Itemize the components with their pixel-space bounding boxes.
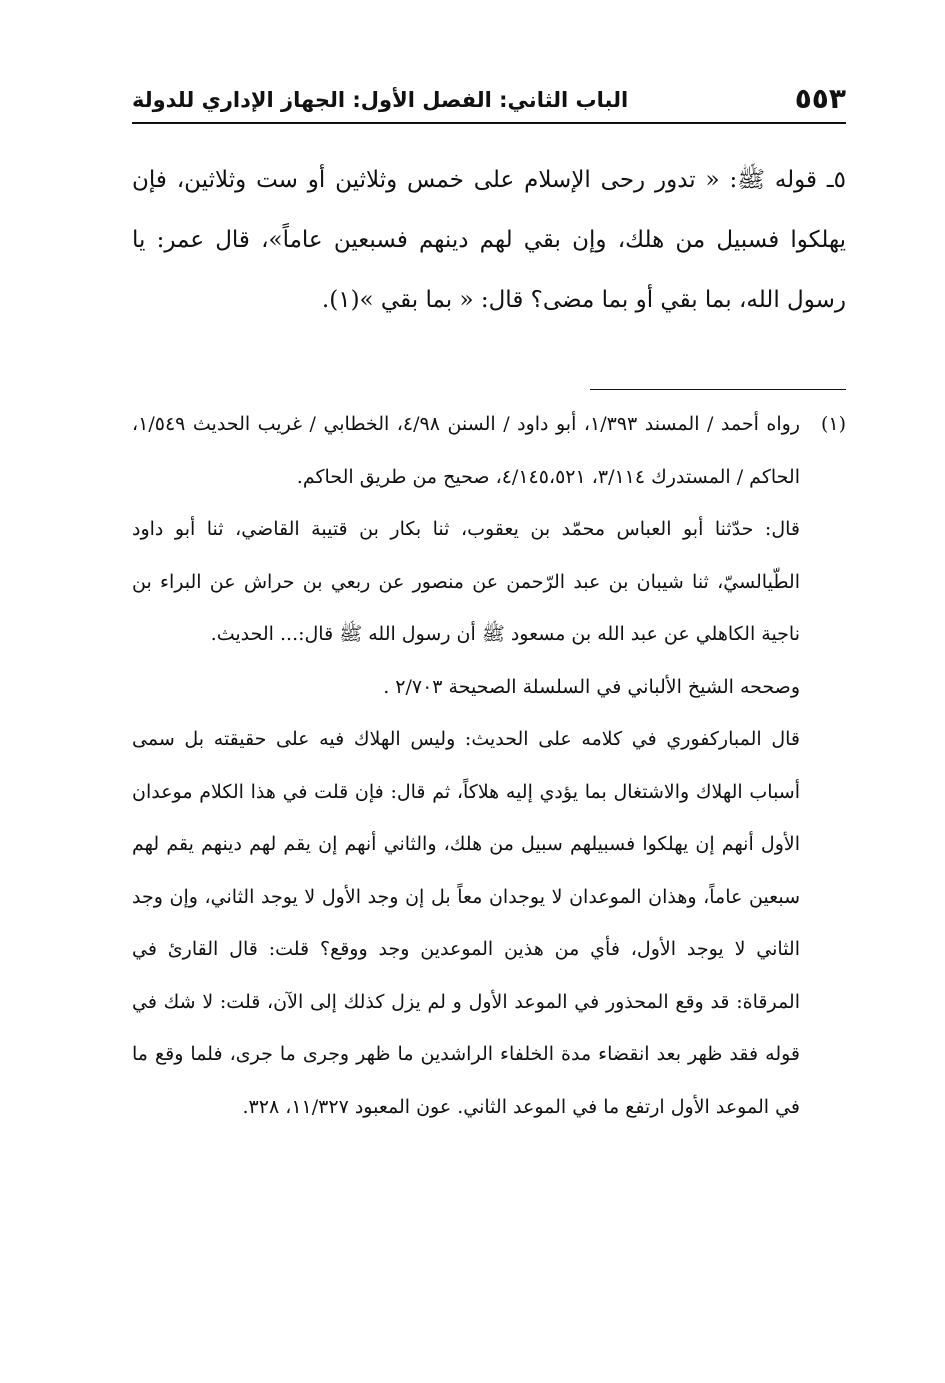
hadith-paragraph: ٥ـ قوله ﷺ: « تدور رحى الإسلام على خمس وثلاثين أو ست وثلاثين، فإن يهلكوا فسبيل من هلك، وإن بقي لهم دينهم فسبعين عاماً»، قال عمر: يا رسول الله، بما بقي أو بما مضى؟ قال: « بما بقي »(١). bbox=[132, 167, 846, 313]
footnote-1 bbox=[132, 398, 846, 503]
footnote-marker: (١) bbox=[820, 413, 846, 435]
header-rule bbox=[132, 122, 846, 124]
footnote-albani: وصححه الشيخ الألباني في السلسلة الصحيحة ٢/٧٠٣ . bbox=[383, 675, 800, 698]
footnotes bbox=[132, 398, 846, 1133]
footnote-isnad: قال: حدّثنا أبو العباس محمّد بن يعقوب، ثنا بكار بن قتيبة القاضي، ثنا أبو داود الطّيالسيّ، ثنا شيبان بن عبد الرّحمن عن منصور عن ربعي بن حراش عن البراء بن ناجية الكاهلي عن عبد الله بن مسعود ﷺ أن رسول الله ﷺ قال:... الحديث. bbox=[132, 518, 800, 645]
page-number: ٥٥٣ bbox=[794, 82, 846, 115]
running-title: الباب الثاني: الفصل الأول: الجهاز الإداري للدولة bbox=[132, 88, 629, 112]
page-header bbox=[132, 78, 846, 118]
main-text bbox=[132, 150, 846, 330]
footnote-separator bbox=[590, 389, 846, 390]
footnote-1-sources: رواه أحمد / المسند ١/٣٩٣، أبو داود / السنن ٤/٩٨، الخطابي / غريب الحديث ١/٥٤٩، الحاكم / المستدرك ٣/١١٤، ٤/١٤٥،٥٢١، صحيح من طريق الحاكم. bbox=[132, 413, 800, 488]
footnote-mubarakfuri: قال المباركفوري في كلامه على الحديث: وليس الهلاك فيه على حقيقته بل سمى أسباب الهلاك والاشتغال بما يؤدي إليه هلاكاً، ثم قال: فإن قلت في هذا الكلام موعدان الأول أنهم إن يهلكوا فسبيلهم سبيل من هلك، والثاني أنهم إن يقم لهم دينهم يقم لهم سبعين عاماً، وهذان الموعدان لا يوجدان معاً بل إن وجد الأول لا يوجد الثاني، وإن وجد الثاني لا يوجد الأول، فأي من هذين الموعدين وجد ووقع؟ قلت: قال القارئ في المرقاة: قد وقع المحذور في الموعد الأول و لم يزل كذلك إلى الآن، قلت: لا شك في قوله فقد ظهر بعد انقضاء مدة الخلفاء الراشدين ما ظهر وجرى ما جرى، فلما وقع ما في الموعد الأول ارتفع ما في الموعد الثاني. عون المعبود ١١/٣٢٧، ٣٢٨. bbox=[132, 728, 800, 1118]
